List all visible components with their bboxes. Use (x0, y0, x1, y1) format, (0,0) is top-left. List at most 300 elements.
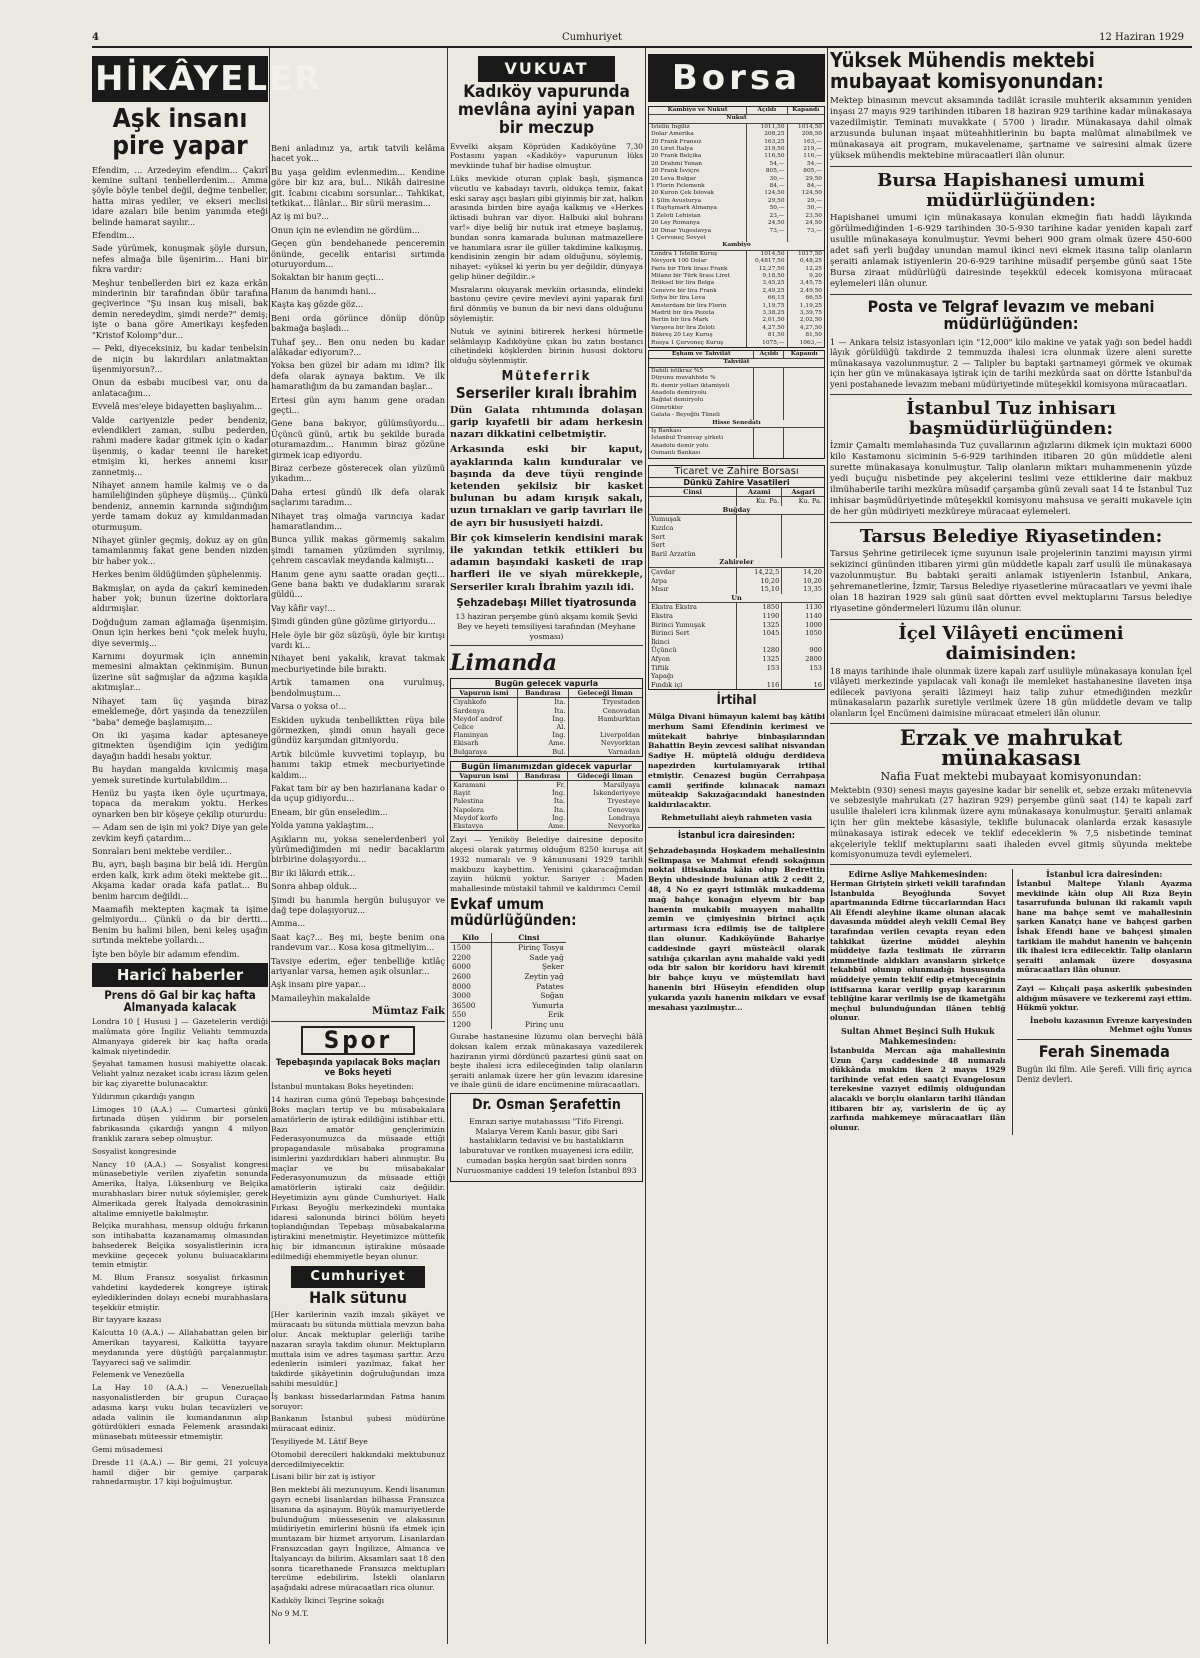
table-cell: Tiftik (651, 663, 669, 672)
paragraph: Sokaktan bir hanım geçti... (271, 272, 384, 283)
court-text-icra: İstanbul Maltepe Yılanlı Ayazma mevkiinde kâin olup Ali Rıza Beyin tasarrufunda bulunan iki rakamlı vapılı hane ma bahçe semt ve mahallesinin şarken Kanatçı hane ve bahçesi garben İshak Efendi hane ve bahçesi şimalen tarikiam ile mahdut hanenin ve bahçenin ilk ihalesi icra edilecektir. Talip olanların şeraiti anlamak üzere dosyasına müracaatları ilân olunur. (1016, 879, 1192, 975)
paragraph: Geçen gün bendehanede penceremin önünde, gecelik entarisi sırtımda oturuyordum... (271, 238, 445, 270)
table-row (649, 273, 824, 280)
ad-erzak-title: Erzak ve mahrukat münakasası (899, 724, 1123, 770)
table-cell: Birinci Yumuşak (651, 620, 706, 629)
lost-notice (450, 835, 643, 894)
table-row (649, 443, 824, 450)
paragraph: Bir iki lâkırdı ettik... (271, 867, 356, 878)
table-cell: Madrit bir lira Pezeta (651, 309, 715, 316)
table-subhead: Un (649, 594, 824, 603)
court-title-sultanahmet: Sultan Ahmet Beşinci Sulh Hukuk Mahkemesinden: (840, 1026, 995, 1047)
table-cell: 2,01,50 (747, 317, 787, 324)
table-cell: Ku. Pa. (782, 497, 824, 506)
table-cell: 124,50 (787, 190, 824, 197)
table-cell: 1 Florin Felemenk (651, 183, 705, 190)
table-cell: 29,50 (787, 176, 824, 183)
table-cell: Karamani (453, 781, 486, 790)
table-header-cell: Kambiyo ve Nukut (649, 107, 747, 115)
paragraph: Az iş mi bu?... (271, 211, 329, 222)
table-cell (754, 412, 784, 419)
table-cell: 1,19,25 (787, 303, 824, 310)
paragraph: Nancy 10 (A.A.) — Sosyalist kongresi münasebetiyle verilen ziyafetin sonunda Amerika, İtalya, Lüksenburg ve Belçika murahhasları birer nutuk söylemişler, gerek Almerikada gerek İtalyada demokrasinin altalime emniyetle bakılmıştır. (92, 1159, 268, 1218)
table-row (649, 107, 824, 115)
table-cell: 208,50 (787, 131, 824, 138)
table-cell: Napolera (453, 805, 484, 814)
table-subhead: Tahvilât (649, 359, 824, 367)
table-cell: 20 Frank Belçika (651, 153, 702, 160)
court-title-icra: İstanbul icra dairesinden: (1046, 869, 1163, 880)
table-cell: Rayit (453, 789, 471, 798)
paragraph: Gemi müsademesi (92, 1445, 163, 1455)
commodity-table (649, 488, 824, 690)
table-row (649, 612, 824, 621)
table-row (450, 982, 566, 992)
table-row (649, 146, 824, 153)
muteferrik-banner: Müteferrik (501, 369, 592, 385)
court-col-left (830, 869, 1006, 1135)
paragraph: Hanım da hanımdı hani... (271, 285, 377, 296)
table-cell: 12,25 (787, 266, 824, 273)
paragraph: Biraz cerbeze gösterecek olan yüzümü yıkadım... (271, 462, 445, 484)
table-cell: 116 (737, 681, 782, 690)
table-cell: 20 Kuron Çek İslovak (651, 190, 715, 197)
paragraph: İstanbul muntakası Boks heyetinden: (271, 1082, 414, 1092)
table-cell: 208,25 (747, 131, 787, 138)
table-header-cell: Eşham ve Tahvilât (649, 351, 754, 359)
table-cell: 24,50 (787, 220, 824, 227)
ad-tarsus-text: Tarsus Şehrine getirilecek içme suyunun isale projelerinin tanzimi mayısın yirmi sekizinci gününden itibaren yirmi gün müddetle kapalı zarf usulü ile münakasaya vazolunmuştur. Bu babtaki şeraiti anlamak istiyenlerin İstanbul, Ankara, şehremanetlerine, İzmir, Tarsus Belediye riyasetlerine müracaatları ve yevmi ihale olan 18 haziran 1929 salı günü saat dörtten evvel mektuplarını Tarsus belediye riyasetine göndermeleri lüzumu ilân olunur. (830, 548, 1192, 614)
table-cell (784, 428, 824, 436)
table-cell: Nevyorka (568, 822, 642, 830)
table-cell: 6000 (452, 962, 471, 972)
table-cell: 1 Çervoneç Sovyet (651, 234, 706, 241)
table-cell: Berlin bir lira Mark (651, 317, 709, 324)
paragraph: Artık bilcümle kuvvetimi toplayıp, bu hanımı takip etmek mecburiyetinde kaldım... (271, 748, 445, 780)
table-cell: 124,50 (747, 190, 787, 197)
paragraph: Eskiden uykuda tenbelliktten rüya bile görmezken, şimdi onun hayali gece gündüz karşımdan gitmiyordu. (271, 714, 445, 746)
table-row (450, 943, 566, 953)
paragraph: Nutuk ve ayinini bitirerek herkesi hürmetle selâmlayıp Kadıköyüne çıkan bu zatın bostancı cihetindeki köşklerden birinin hususi doktoru olduğu söylenmiştir. (450, 326, 643, 366)
table-cell: İta. (517, 806, 567, 814)
table-cell: 900 (782, 646, 824, 655)
table-cell: Bağdat demiryolu (651, 397, 704, 404)
table-row (451, 789, 642, 797)
table-header-cell: Vapurun ismi (451, 772, 517, 781)
table-cell (782, 533, 824, 542)
table-cell (737, 515, 782, 524)
paragraph: Doğduğum zaman ağlamağa üşenmişim. Onun için herkes beni "çok melek huylu, diye severmiş... (92, 616, 268, 648)
paragraph: Belçika murahhası, mensup olduğu fırkanın son intihabatta kazanamamış olmasından bahsederek Belçika sosyalistlerinin icra mevkiine geçecek yolunu buluacaklarını temin etmiştir. (92, 1221, 268, 1270)
table-subhead-row (649, 420, 824, 428)
table-cell: 1000 (782, 621, 824, 630)
table-header-cell: Bandırası (517, 772, 567, 781)
table-cell: Ekstra (651, 612, 673, 620)
table-cell (754, 450, 784, 457)
table-row (649, 123, 824, 131)
table-cell: 1063,— (787, 340, 824, 347)
column-4 (648, 48, 825, 1644)
table-cell: 3,45,75 (787, 280, 824, 287)
obituary-text: Mülga Divani hümayun kalemi baş kâtibi merhum Sami Efendinin kerimesi ve mütekait bahriye binbaşılarından Bahattin Beyin zevcesi salihat nisvandan Sadiye H. müptelâ olduğu derdideva napezirden kurtulamıyarak irtihal etmiştir. Cenazesi bugün Cerrahpaşa camii şerifinde kılınacak namazı müteakip Sakızağacındaki hanesinden kaldırılacaktır. (648, 711, 825, 810)
table-cell: 23,— (747, 213, 787, 220)
paragraph: Kadıköy İkinci Teşrine sokağı (271, 1595, 384, 1605)
table-cell: Varnadan (568, 748, 642, 756)
auction-text: Şehzadebaşında Hoşkadem mehallesinin Selimpaşa ve Mahmut efendi sokağının noktai iltisakında kâin olup Bedrettin Beyin uhdesinde bulunan atik 2 cedit 2, 48, 4 No ez gayri istimlâk mukaddema mağ bahçe konağın elyevm bir bap hanenin mukabilı muayyen mahallin zemin ve çimiyesinin birinci açık artırması icra edilmiş ise de taliplere ilan olunur. Kadıköyünde Bahariye caddesinde gayri müsteâcil olarak satılığa çıkarılan aynı mahalde vaki yedi oda bir salon bir koridoru havi kiremit bir bahçe kuyu ve müştemilatı havi hanenin biri Hüseyin efendiden olup yukarıda yazılı hanenin mikdarı ve evsaf mesahası yazılmıştır... (648, 845, 825, 1012)
table-cell: 1011,50 (747, 123, 787, 131)
table-cell: 0,4817,50 (747, 258, 787, 265)
paragraph: İşte ben böyle bir adamım efendim. (92, 948, 240, 959)
table-row (451, 797, 642, 805)
table-cell: İng. (517, 789, 567, 797)
story-body-2 (271, 143, 445, 1003)
paragraph: Kaşta kaş gözde göz... (271, 299, 364, 310)
table-cell (754, 375, 784, 382)
paragraph: Felemenk ve Venezüella (92, 1370, 185, 1380)
table-cell: 3,45,25 (747, 280, 787, 287)
table-cell: Baril Arzatün (651, 549, 696, 558)
table-header-cell: Cinsi (649, 488, 737, 497)
paragraph: Kalcutta 10 (A.A.) — Allahabattan gelen bir Amerikan tayyaresi, Kalkütta tayyare meydanında yere düştüğü parçalanmıştır. Tayyareci sağ ve salimdir. (92, 1328, 268, 1367)
table-row (450, 933, 566, 943)
table-cell: Cenovaya (568, 806, 642, 814)
table-cell: Flaminyan (453, 731, 489, 740)
court-notices (830, 869, 1192, 1135)
paragraph: Limoges 10 (A.A.) — Cumartesi günkü fırtınada düşen yıldırım bir porselen fabrikasında çıkardığı yangın 4 milyon franklık zarara sebep olmuştur. (92, 1104, 268, 1143)
table-cell: 84,— (747, 183, 787, 190)
table-cell: 3000 (452, 991, 471, 1001)
departing-title: Bugün limanımızdan gidecek vapurlar (451, 762, 642, 772)
paragraph: 14 haziran cuma günü Tepebaşı bahçesinde Boks maçları tertip ve bu müsabakalara amatörlerin de iştirak edildiğini istihbar etti. Bazı amatör gençlerimizin Federasyonumuzca da müsaade ettiği propagandasıle müsabaka programına isimlerini yazdırdıkları haberi alınmıştır. Bu maçlar ve bu müsabakalar Federasyonumuzun da müsaade ettiği amatörlerin iştiraki caiz değildir. Heyetimizin aynı günde Cumhuriyet. Halk Fırkası Beyoğlu merkezindeki muntaka idaresi salonunda birinci bölüm heyeti toplandığından Tepebaşı müsabakalarına iştirakini menetmiştir. Heyetimizce müttefik hiç bir idmancının iştirakine müsaade edilmediği ehemmiyetle beyan olunur. (271, 1095, 445, 1261)
table-row (649, 629, 824, 638)
paragraph: Henüz bu yaşta iken öyle uçurtmaya, topaca da merakım yoktu. Herkes oynarken ben bir köşeye çekilip otururdu: (92, 787, 268, 819)
table-row (649, 681, 824, 690)
table-row (451, 723, 642, 731)
sport-headline: Tepebaşında yapılacak Boks maçları ve Boks heyeti (275, 1058, 441, 1078)
table-cell: 50,— (747, 205, 787, 212)
paragraph: Şimdi bu hanımla hergün buluşuyor ve dağ tepe dolaşıyoruz... (271, 894, 445, 915)
table-cell: 805,— (787, 168, 824, 175)
table-cell: Mısır (651, 585, 669, 594)
table-row (450, 1010, 566, 1020)
table-cell: İng. (518, 715, 568, 723)
table-cell: Ekstra Ekstra (651, 603, 697, 612)
table-cell: Londra 1 İstelin Kuruş (651, 250, 718, 257)
table-cell: Hamburktan (568, 715, 642, 723)
vukuat-body (450, 142, 643, 367)
doctor-text: Emrazı sariye mutahassısı "Tifo Firengi. Malarya Verem Kanlı basur, gibi Sari hastalıkların tedavisi ve bu hastalıkların laburatuvar ve rontken muayenesi icra edilir, cumadan başka hergün saat birden sonra Nuruosmaniye caddesi 19 telefon İstanbul 893 (456, 1116, 637, 1175)
paragraph: Tuhaf şey... Ben onu neden bu kadar alâkadar ediyorum?... (271, 336, 445, 357)
table-cell: 1014,50 (747, 250, 787, 258)
table-row (649, 621, 824, 630)
paragraph: Ben mektebi âli mezunuyum. Kendi lisanımın gayrı ecnebi lisanlardan bilhassa Fransızca lisanına da aşinayım. Büyük mamuriyetlerde bulunduğum müessesenin ve alakasının müdiriyetin emirlerini hüsnü ifa etmek için muntazam bir hizmet arıyorum. Lisanlardan Fransızcadan gayrı İngilizce, Almanca ve İtalyancayı da bilirim. Aksamları saat 18 den sonra ticarethanede Fransızca mektupları tercüme edebilirim. İstekli olanların aşağıdaki adrese müracaatları rica olunur. (271, 1485, 445, 1593)
table-cell: 153 (782, 664, 824, 673)
table-cell: 1 Şilin Avusturya (651, 197, 702, 204)
paragraph: Lüks mevkide oturan çıplak başlı, şişmanca vücutlu ve kabadayı tavırlı, oldukça temiz, fakat eski saray aşçı başları gibi giyinmiş bir zat, halkın arasında birden bire ayağa kalkmış ve «Herkes iktisadi buhran var diyor. Halbuki akıl buhranı var!» diye beliğ bir nutuk irat etmeye başlamış, bundan sonra kamarada bulunan matmazellere ve hanımlara ısrar ile güller takdimine kalkışmış, kendisinin zengin bir adam olduğunu, söylemiş, nihayet: «yüksel ki yerin bu yer değildir, dünyaya gelip hüner değildir..» (450, 173, 643, 281)
table-header-cell: Açıldı (754, 351, 784, 359)
table-cell: Çelice (453, 723, 474, 732)
table-row (649, 131, 824, 138)
table-cell (784, 367, 824, 375)
paragraph: Mısralarını okuyarak mevkiin ortasında, elindeki bastonu çevire çevire mevlevi ayini yaparak fırıl fırıl dönmüş ve bunun da bir nevi dans olduğunu söylemiştir. (450, 284, 643, 324)
stock-box (648, 350, 825, 459)
paragraph: Bir tayyare kazası (92, 1315, 162, 1325)
table-cell: Yumurta (491, 1001, 565, 1011)
paragraph: Arkasında eski bir kaput, ayaklarında kalın kunduralar ve başında da deve tüyü renginde ketenden şekilsiz bir kasket bulunan bu adam kırışık sakalı, uzun tırnakları ve garip tavırları ile de ayrı bir hususiyeti haizdi. (450, 444, 643, 529)
table-cell: 20 Drahmi Yunan (651, 160, 702, 167)
table-cell (737, 672, 782, 681)
table-row (451, 698, 642, 707)
table-cell: Fr. (517, 781, 567, 790)
table-row (451, 739, 642, 747)
table-cell (754, 367, 784, 375)
table-cell: 1130 (782, 603, 824, 612)
page-number: 4 (92, 32, 99, 43)
paragraph: Herkes benim öldüğümden şüphelenmiş. (92, 569, 262, 580)
table-cell: Palestina (453, 797, 484, 806)
paragraph: Ertesi gün aynı hanım gene oradan geçti... (271, 394, 445, 415)
table-row (649, 332, 824, 339)
muteferrik-body (450, 444, 643, 593)
table-cell: 84,— (787, 183, 824, 190)
table-cell: Cıyahkofo (453, 698, 487, 707)
paragraph: Zayi — Yeniköy Belediye dairesine deposito akçesi olarak yatırmış olduğum 8250 kuruşa ait 1932 numaralı ve 9 kânunusani 1929 tarihli makbuzu kaybettim. Yenisini çıkaracağımdan zayiin hükmü yoktur. Sarıyer : Maden mahallesinde müstakil tahmil ve kaldırımcı Cemil (450, 835, 643, 894)
table-header-cell: Cinsi (491, 933, 565, 943)
table-cell: 1500 (452, 943, 471, 953)
table-header-cell: Azami (737, 488, 782, 497)
table-cell: 30,— (747, 176, 787, 183)
sport-body (271, 1082, 445, 1261)
paragraph: Artık tamamen ona vurulmuş, bendolmuştum... (271, 677, 445, 698)
table-row (450, 972, 566, 982)
table-cell: 1045 (737, 629, 782, 638)
table-row (451, 781, 642, 790)
table-cell: Cenovadan (568, 707, 642, 715)
table-cell: Liverpoldan (568, 731, 642, 739)
table-cell: 24,50 (747, 220, 787, 227)
ad-bursa-title: Bursa Hapishanesi umumi müdürlüğünden: (877, 170, 1145, 211)
table-cell (737, 541, 782, 550)
paragraph: Aşıkların mı, yoksa senelerdenberi yol yürümediğimden mi nedir bacaklarım birbirine dolaşıyordu... (271, 833, 445, 865)
table-cell: 12,27,50 (747, 266, 787, 273)
ad-engineering-text: Mektep binasının mevcut aksamında tadilât icrasile muhterik aksamının yeniden inşası 27 mayıs 929 tarihinden itibaren 18 haziran 929 tarihine kadar münakasaya vazedilmiştir. Teminatı muvakkate ( 5700 ) liradır. Münakasaya dahil olmak arzusunda bulunan inşaat müteahhitlerinin bu bapta malûmat alınabilmek ve münakasaya ait program, mukavelename, şartname ve sairesini almak üzere yüksek mühendis mektebine müracaatleri ilân olunur. (830, 96, 1192, 161)
table-row (649, 524, 824, 533)
table-cell: Şeker (491, 962, 565, 972)
paragraph: Bakmışlar, on ayda da çakırî kemineden haber yok; bunun üzerine doktorlara aldırmışlar. (92, 582, 268, 614)
table-cell: 10,20 (782, 577, 824, 586)
table-row (649, 340, 824, 347)
court-col-right (1012, 869, 1193, 1135)
table-cell: 1325 (737, 621, 782, 630)
ad-salt-title: İstanbul Tuz inhisarı başmüdürlüğünden: (906, 397, 1116, 439)
ad-bursa-text: Hapishanei umumi için münakasaya konulan ekmeğin fiatı haddi lâyıkında görülmediğinden 1-6-929 tarihinden 30-5-930 tarihine kadar yeniden kapalı zarf usulile münakasaya konulmuştur. Yevmi beheri 900 gram olmak üzere 450-600 adet safi yerli buğday unundan mamul ikinci nevi ekmek itasına talip olanların şeraiti anlamak istiyenlerin 20-6-929 tarihine müsadif perşembe günü saat 15te Bursa ziraat müdürlüğü dairesinde teşekkül edecek komisyona müracaat eylemeleri ilân olunur. (830, 213, 1192, 289)
table-cell (784, 412, 824, 419)
table-cell: Nevyorktan (568, 739, 642, 747)
table-row (649, 303, 824, 310)
table-cell (784, 443, 824, 450)
paragraph: Varsa o yoksa o!... (271, 701, 347, 712)
table-subhead-row (649, 594, 824, 603)
table-row (649, 383, 824, 390)
lost-notice-2-sig: İnebolu kazasının Evrenze karyesinden Mehmet oğlu Yunus (1029, 1015, 1192, 1035)
table-cell: Çavdar (651, 568, 676, 577)
arriving-title: Bugün gelecek vapurla (451, 679, 642, 689)
muteferrik-headline: Serseriler kıralı İbrahim (455, 383, 638, 402)
table-cell (782, 541, 824, 550)
paragraph: Vay kâfir vay!... (271, 602, 336, 613)
table-cell: 13,35 (782, 585, 824, 594)
table-cell: Anadolu demir yolu (651, 442, 709, 449)
table-row (649, 228, 824, 235)
table-cell: Erik (491, 1010, 565, 1020)
issue-date: 12 Haziran 1929 (1099, 32, 1184, 43)
paragraph: Beni orda görünce dönüp dönüp bakmağa başladı... (271, 312, 445, 334)
table-row (451, 814, 642, 822)
vukuat-headline: Kadıköy vapurunda mevlâna ayini yapan bir meczup (457, 82, 636, 138)
table-cell: Fındık içi (651, 680, 683, 689)
foreign-news-body (92, 1017, 268, 1487)
paragraph: Lisani bilir bir zat iş istiyor (271, 1472, 376, 1482)
paragraph: Nihayet beni yakalık, kravat takmak mecburiyetinde bile bıraktı. (271, 653, 445, 674)
table-header-cell: Gideceği liman (568, 772, 642, 781)
table-cell (782, 672, 824, 681)
table-cell (747, 235, 787, 242)
table-row (451, 707, 642, 715)
table-cell: Üçüncü (651, 646, 677, 655)
table-cell: 54,— (747, 161, 787, 168)
table-cell: 1 Zeloti Lehistan (651, 212, 701, 219)
table-row (649, 310, 824, 317)
table-cell: İstanbul Tramvay şirketi (651, 435, 724, 442)
table-cell: İskenderiyeye (568, 789, 642, 797)
table-cell: 20 Liret İtalya (651, 146, 693, 153)
departing-table (451, 772, 642, 830)
table-cell (782, 524, 824, 533)
table-cell: Dolar Amerika (651, 131, 694, 138)
table-cell (737, 638, 782, 647)
table-cell: Soğan (491, 991, 565, 1001)
paragraph: Daha ertesi gündü ilk defa olarak saçlarımı taradım... (271, 486, 445, 508)
table-cell: İta. (518, 707, 568, 715)
table-cell: Sade yağ (491, 953, 565, 963)
table-cell: Yapağı (651, 672, 674, 681)
column-title: Halk sütunu (309, 1287, 407, 1307)
paragraph: Gene bana bakıyor, gülümsüyordu... Üçüncü günü, artık bu şekilde burada oturamazdım... Hanımın biraz gözüne girmek icap ediyordu. (271, 418, 445, 460)
table-cell: İng. (517, 814, 567, 822)
table-cell: 3,39,75 (787, 310, 824, 317)
limanda-title: Limanda (450, 650, 557, 677)
table-cell: 153 (737, 664, 782, 673)
table-row (649, 397, 824, 404)
table-row (649, 488, 824, 497)
table-cell: Düyunu muvahhide % (651, 375, 716, 382)
paragraph: La Hay 10 (A.A.) — Venezuellalı nasyonalistlerden bir grupun Curaçao adasına karşı vuku bulan tecavüzleri ve adada valinin ile kumandanının alıp götürdükleri esnada Felemenk arasındaki münasebatı müteessir etmemiştir. (92, 1383, 268, 1442)
paragraph: Sade yürümek, konuşmak şöyle dursun, nefes almağa bile üşenirim... Hani bir fıkra vardır: (92, 243, 268, 275)
table-subhead-row (649, 506, 824, 515)
table-subhead-row (649, 115, 824, 123)
table-cell (568, 723, 642, 731)
table-row (649, 577, 824, 586)
court-text-edirne: Herman Giriştein şirketi vekili tarafından İstanbulda Beyoğlunda Sovyet apartmanında Edirne tüccarlarından Hacı Ali Efendi aleyhine ikame olunan alacak davasında müddei aleyh vekili Cemal Bey tarafından verilen cevapta reyan eden tahkikat üzerine müddei aleyhin müddeiye fazla teslimatı ile zürrarın zimmetinde aldıkları avansların şirketçe tekabbül olunup olunmadığı hususunda müddeiye yemin teklif edip etmiyeceğinin istifsarına karar verilip gıyap kararının tebliğine karar verilmiş ise de ikametgâhı meçhul bulunduğundan ilânen tebliğ olunur. (830, 879, 1006, 1023)
table-cell: İta. (517, 797, 567, 805)
table-cell: Ekisarh (453, 739, 479, 748)
table-cell (784, 383, 824, 390)
table-cell: 1014,50 (787, 123, 824, 131)
table-row (649, 672, 824, 681)
table-header-cell: Asgari (782, 488, 824, 497)
table-cell: 1325 (737, 655, 782, 664)
paragraph: Sonra ahbap olduk... (271, 881, 358, 892)
table-cell: 2600 (452, 971, 471, 981)
commodity-title: Ticaret ve Zahire Borsası (649, 466, 824, 478)
story-title: Aşk insanı pire yapar (112, 104, 248, 162)
doctor-ad (450, 1093, 643, 1181)
paragraph: Eneam, bir gün enseledim... (271, 806, 388, 817)
table-cell (754, 405, 784, 412)
fx-table (649, 107, 824, 347)
paragraph: Saat kaç?... Beş mi, beşte benim ona randevum var... Kosa kosa gitmeliyim... (271, 931, 445, 953)
table-row (649, 205, 824, 212)
table-cell: 1050 (782, 629, 824, 638)
table-cell (754, 443, 784, 450)
story-author: Mümtaz Faik (372, 1006, 445, 1018)
table-cell: Galata - Beyoğlu Tüneli (651, 412, 720, 419)
table-header-cell: Kapandı (784, 351, 824, 359)
table-subhead: Hisse Senedatı (649, 420, 824, 428)
arriving-ships-box (450, 678, 643, 757)
paragraph: Aşk insanı pire yapar... (271, 979, 366, 990)
table-cell: Bulgaraya (453, 747, 488, 756)
table-cell (784, 450, 824, 457)
section-banner-stories: HİKÂYELER (92, 56, 268, 102)
table-header-cell: Bandırası (518, 689, 568, 698)
table-row (649, 568, 824, 577)
table-cell: Al. (518, 723, 568, 731)
table-cell: Yumuşak (651, 515, 681, 524)
table-row (649, 190, 824, 197)
paragraph: Efendim, ... Arzedeyim efendim... Çakırî kemine sultani tenbellerdenim... Amma şöyle böyle tenbel değil, değme tenbeller, hatta miras yediler, ve ekseri meclisi idare azaları bile benim yanımda eteği belinde hamarat sayılır... (92, 164, 268, 227)
table-cell: 163,25 (747, 139, 787, 146)
table-cell: Ame. (517, 822, 567, 830)
cinema-title: Ferah Sinemada (1038, 1042, 1170, 1062)
paper-name: Cumhuriyet (562, 32, 623, 43)
column-3 (450, 48, 643, 1644)
table-cell: 1280 (737, 646, 782, 655)
table-cell (754, 397, 784, 404)
table-cell: Sert (651, 532, 666, 541)
table-cell: 10,20 (737, 577, 782, 586)
table-cell: İstelin İngiliz (651, 123, 690, 130)
table-cell: İş Bankası (651, 428, 682, 435)
table-cell: 2,49,50 (787, 288, 824, 295)
paragraph: Yoksa ben güzel bir adam mı idim? İlk defa olarak aynaya baktım. Ve ilk hamaratlığım da bu zamandan başlar... (271, 360, 445, 392)
table-subhead: Kambiyo (649, 242, 824, 250)
table-cell (784, 375, 824, 382)
auction-title: İstanbul icra dairesinden: (677, 831, 796, 842)
table-cell (782, 638, 824, 647)
table-cell (754, 435, 784, 442)
commodity-subtitle: Dünkü Zahire Vasatileri (649, 478, 824, 488)
table-cell: 116,— (787, 153, 824, 160)
table-row (649, 213, 824, 220)
column-body (271, 1310, 445, 1618)
vukuat-banner: VUKUAT (478, 56, 615, 82)
table-cell: 8000 (452, 981, 471, 991)
table-cell: İkinci (651, 637, 670, 646)
table-cell: 20 Frank Fransız (651, 138, 702, 145)
muteferrik-lead: Dün Galata rıhtımında dolaşan garip kıyafetli bir adam herkesin nazarı dikkatini celbetmiştir. (450, 405, 643, 441)
paragraph: Yolda yanına yaklaştım... (271, 820, 374, 831)
